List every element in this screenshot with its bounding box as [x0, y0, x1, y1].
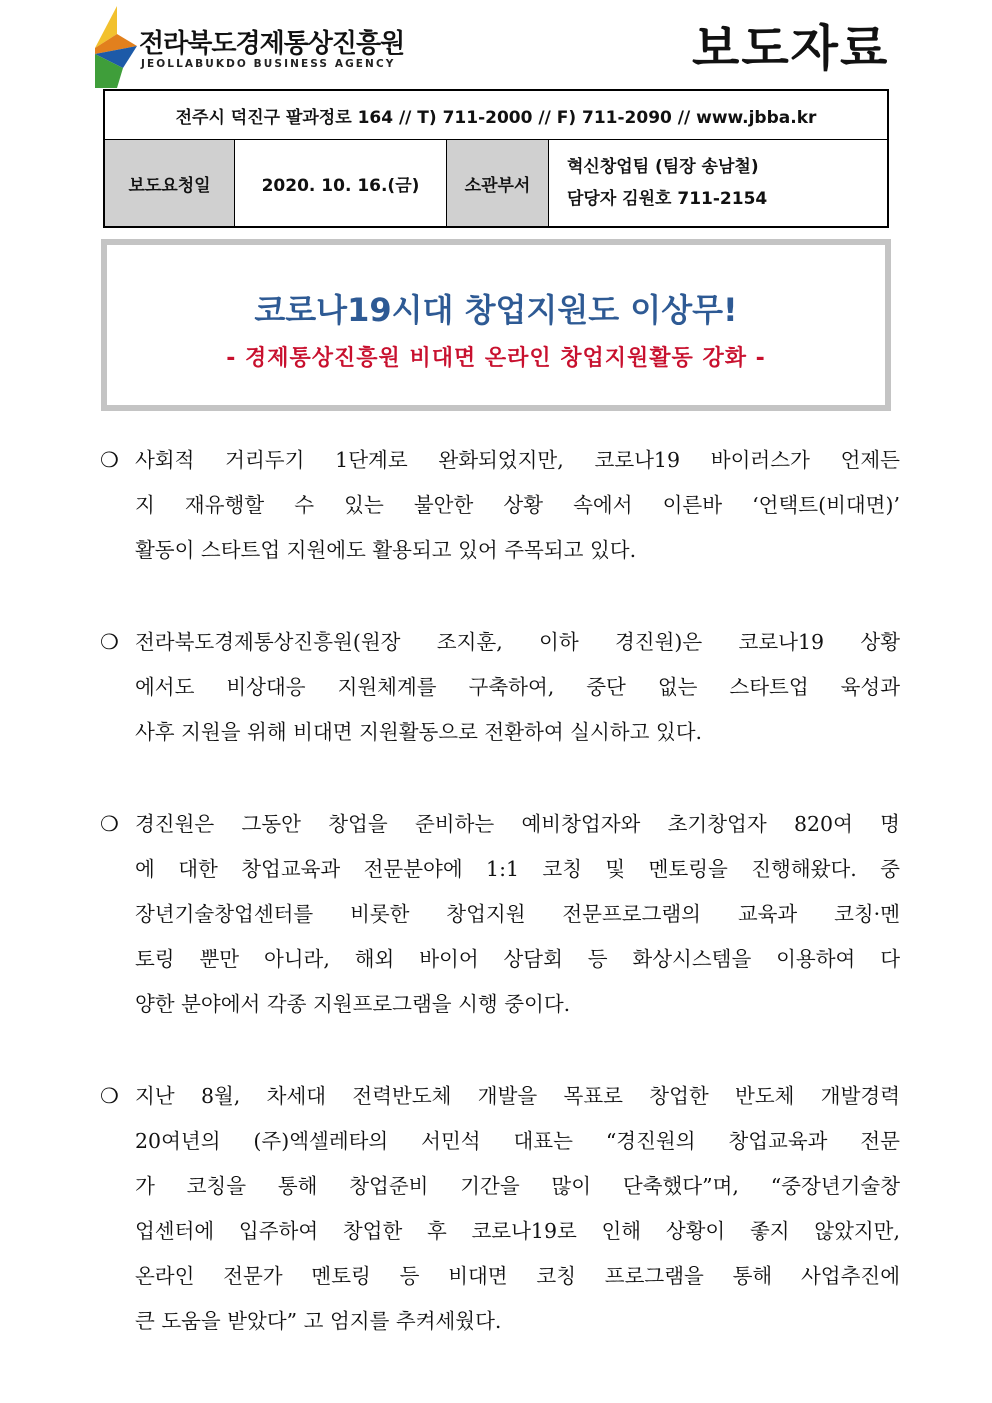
paragraph-line: 장년기술창업센터를 비롯한 창업지원 전문프로그램의 교육과 코칭·멘 — [135, 902, 900, 926]
paragraph-line: 20여년의 (주)엑셀레타의 서민석 대표는 “경진원의 창업교육과 전문 — [135, 1129, 900, 1153]
paragraph-line: 온라인 전문가 멘토링 등 비대면 코칭 프로그램을 통해 사업추진에 — [135, 1264, 900, 1288]
headline-subtitle: - 경제통상진흥원 비대면 온라인 창업지원활동 강화 - — [226, 346, 766, 371]
headline-title: 코로나19시대 창업지원도 이상무! — [254, 291, 738, 329]
paragraph-line: 토링 뿐만 아니라, 해외 바이어 상담회 등 화상시스템을 이용하여 다 — [135, 947, 900, 971]
headline-box — [101, 239, 891, 411]
paragraph-line: 활동이 스타트업 지원에도 활용되고 있어 주목되고 있다. — [135, 538, 637, 562]
paragraph-line: 지 재유행할 수 있는 불안한 상황 속에서 이른바 ‘언택트(비대면)’ — [135, 493, 900, 517]
org-name-english: JEOLLABUKDO BUSINESS AGENCY — [141, 58, 396, 70]
paragraph-line: 전라북도경제통상진흥원(원장 조지훈, 이하 경진원)은 코로나19 상황 — [135, 630, 900, 654]
release-date-label: 보도요청일 — [105, 140, 235, 226]
department-info — [549, 140, 887, 226]
paragraph-line: 사회적 거리두기 1단계로 완화되었지만, 코로나19 바이러스가 언제든 — [135, 448, 900, 472]
org-logo — [93, 6, 405, 88]
info-table — [103, 89, 889, 228]
paragraph — [100, 620, 900, 755]
paragraph-line: 큰 도움을 받았다” 고 엄지를 추켜세웠다. — [135, 1309, 502, 1333]
article-body — [100, 438, 900, 1391]
department-label: 소관부서 — [447, 140, 549, 226]
bullet-circle-icon: ❍ — [100, 630, 119, 654]
paragraph-line: 양한 분야에서 각종 지원프로그램을 시행 중이다. — [135, 992, 571, 1016]
paragraph-line: 업센터에 입주하여 창업한 후 코로나19로 인해 상황이 좋지 않았지만, — [135, 1219, 900, 1243]
paragraph-line: 가 코칭을 통해 창업준비 기간을 많이 단축했다”며, “중장년기술창 — [135, 1174, 900, 1198]
org-name-korean: 전라북도경제통상진흥원 — [139, 29, 405, 59]
paragraph — [100, 802, 900, 1027]
logo-mark-icon — [93, 6, 139, 88]
bullet-circle-icon: ❍ — [100, 1084, 119, 1108]
department-team: 혁신창업팀 (팀장 송남철) — [567, 157, 759, 177]
department-contact: 담당자 김원호 711-2154 — [567, 189, 768, 209]
paragraph-line: 에서도 비상대응 지원체계를 구축하여, 중단 없는 스타트업 육성과 — [135, 675, 900, 699]
contact-line: 전주시 덕진구 팔과정로 164 // T) 711-2000 // F) 711-2090 // www.jbba.kr — [105, 91, 887, 140]
bullet-circle-icon: ❍ — [100, 812, 119, 836]
paragraph-line: 에 대한 창업교육과 전문분야에 1:1 코칭 및 멘토링을 진행해왔다. 중 — [135, 857, 900, 881]
paragraph-line: 지난 8월, 차세대 전력반도체 개발을 목표로 창업한 반도체 개발경력 — [135, 1084, 900, 1108]
bullet-circle-icon: ❍ — [100, 448, 119, 472]
paragraph-line: 사후 지원을 위해 비대면 지원활동으로 전환하여 실시하고 있다. — [135, 720, 703, 744]
document-type-title: 보도자료 — [692, 20, 890, 77]
release-date-value: 2020. 10. 16.(금) — [235, 140, 447, 226]
paragraph — [100, 438, 900, 573]
paragraph-line: 경진원은 그동안 창업을 준비하는 예비창업자와 초기창업자 820여 명 — [135, 812, 900, 836]
paragraph — [100, 1074, 900, 1344]
